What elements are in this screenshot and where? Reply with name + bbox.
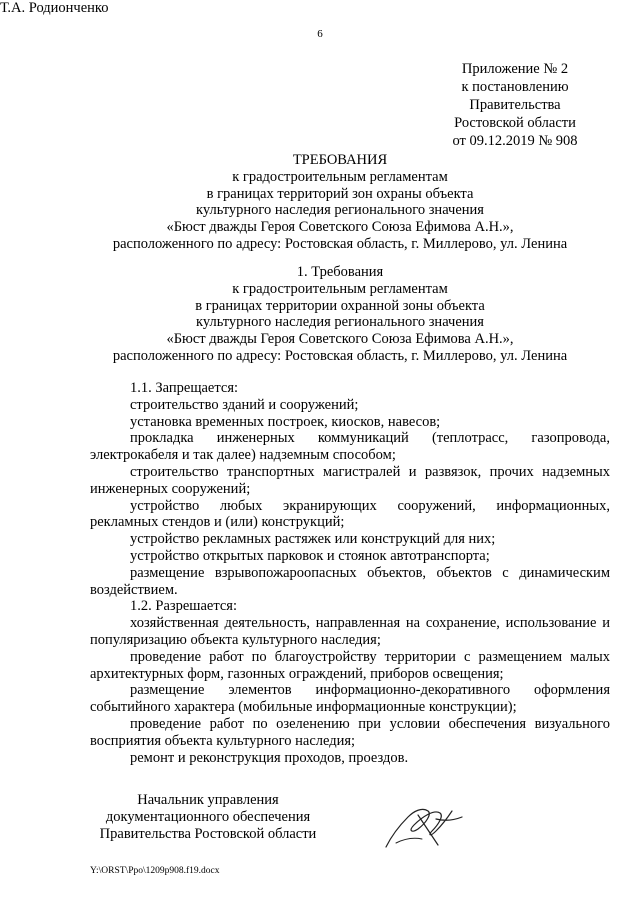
signatory-title-line: Правительства Ростовской области [99,826,317,842]
annex-line: Ростовской области [454,115,576,131]
requirements-body [90,380,610,766]
body-paragraph: ремонт и реконструкция проходов, проездов. [130,749,409,766]
section-title-line: культурного наследия регионального значения [196,314,484,331]
main-title-line: культурного наследия регионального значения [196,202,484,219]
annex-line: Приложение № 2 [461,61,569,77]
body-paragraph: устройство любых экранирующих сооружений, информационных, рекламных стендов и (или) конструкций; [90,497,610,531]
body-paragraph: прокладка инженерных коммуникаций (теплотрасс, газопровода, электрокабеля и так далее) надземным способом; [90,430,610,464]
signatory-title-line: Начальник управления [137,792,279,808]
section-title [60,264,620,365]
signatory-name: Т.А. Родионченко [0,0,109,16]
main-title-line: в границах территорий зон охраны объекта [206,185,474,202]
handwritten-signature [378,795,468,855]
annex-line: к постановлению [461,79,569,95]
body-paragraph: хозяйственная деятельность, направленная на сохранение, использование и популяризацию объекта культурного наследия; [90,615,610,648]
body-paragraph: строительство зданий и сооружений; [130,396,359,413]
annex-line: от 09.12.2019 № 908 [452,133,578,149]
main-title [60,152,620,253]
body-paragraph: устройство открытых парковок и стоянок автотранспорта; [130,547,490,564]
body-paragraph: проведение работ по озеленению при условии обеспечения визуального восприятия объекта культурного наследия; [90,715,610,749]
page-number: 6 [317,28,323,40]
section-title-line: «Бюст дважды Героя Советского Союза Ефимова А.Н.», [166,331,514,348]
body-paragraph: строительство транспортных магистралей и развязок, прочих надземных инженерных сооружений; [90,463,610,497]
main-title-line: расположенного по адресу: Ростовская область, г. Миллерово, ул. Ленина [112,235,568,252]
annex-header [440,60,590,150]
subsection-heading: 1.1. Запрещается: [130,380,239,396]
signatory-title-line: документационного обеспечения [105,809,311,825]
section-title-line: расположенного по адресу: Ростовская область, г. Миллерово, ул. Ленина [112,347,568,364]
section-title-line: в границах территории охранной зоны объекта [195,297,485,314]
main-title-line: ТРЕБОВАНИЯ [292,152,388,168]
signatory-title [88,792,328,843]
main-title-line: к градостроительным регламентам [232,168,448,185]
section-title-line: 1. Требования [296,264,384,280]
body-paragraph: размещение взрывопожароопасных объектов, объектов с динамическим воздействием. [90,564,610,598]
annex-line: Правительства [469,97,561,113]
subsection-heading: 1.2. Разрешается: [130,598,237,615]
body-paragraph: установка временных построек, киосков, навесов; [130,413,441,430]
body-paragraph: размещение элементов информационно-декоративного оформления событийного характера (мобильные информационные конструкции); [90,682,610,716]
section-title-line: к градостроительным регламентам [232,280,448,297]
body-paragraph: устройство рекламных растяжек или конструкций для них; [130,531,496,548]
file-path-footer: Y:\ORST\Ppo\1209p908.f19.docx [90,866,220,876]
main-title-line: «Бюст дважды Героя Советского Союза Ефимова А.Н.», [166,219,514,236]
body-paragraph: проведение работ по благоустройству территории с размещением малых архитектурных форм, газонных ограждений, приборов освещения; [90,648,610,682]
